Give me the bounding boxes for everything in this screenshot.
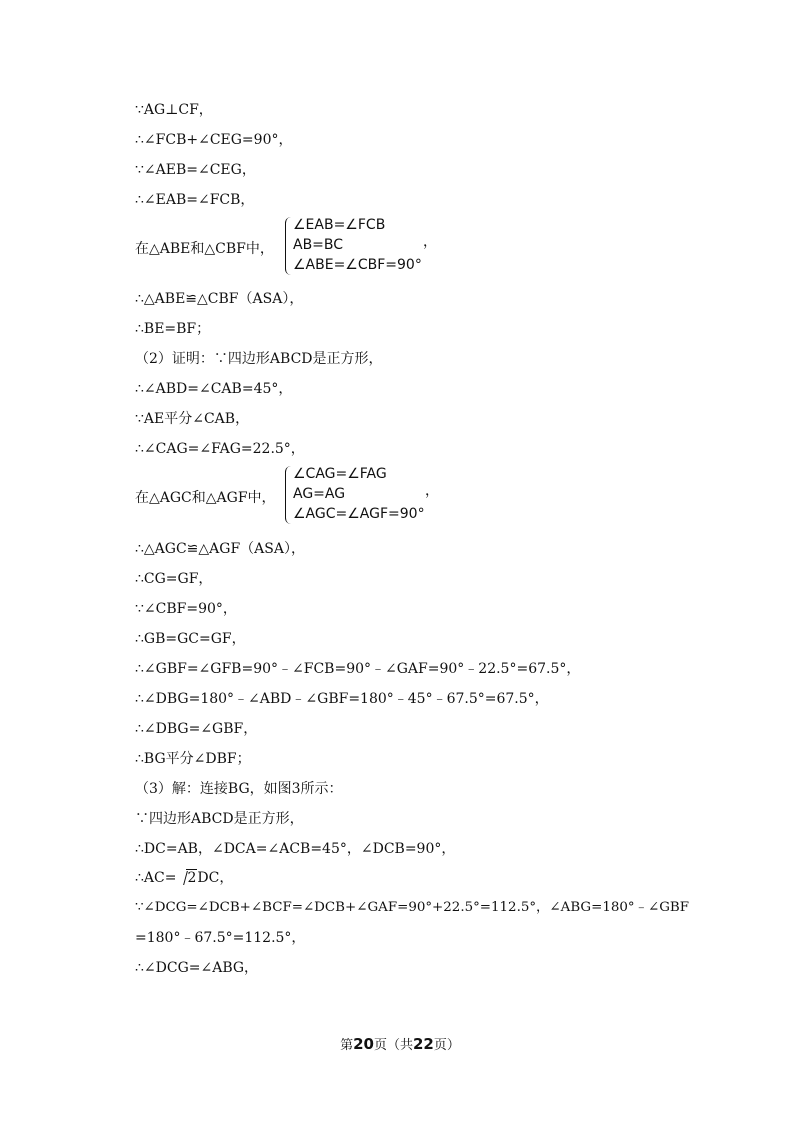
left-brace-icon <box>285 466 292 524</box>
footer-page-number: 20 <box>353 1035 374 1053</box>
proof-line: （2）证明：∵四边形ABCD是正方形， <box>135 351 383 367</box>
proof-line: ∴∠DCG=∠ABG， <box>135 960 259 976</box>
proof-line: ∴△ABE≌△CBF（ASA）， <box>135 291 304 307</box>
system-row: AG=AG <box>293 486 346 502</box>
proof-line: ∴∠DBG=180°﹣∠ABD﹣∠GBF=180°﹣45°﹣67.5°=67.5°， <box>135 691 549 707</box>
proof-line: ∴CG=GF， <box>135 571 213 587</box>
footer-total-pages: 22 <box>413 1035 434 1053</box>
system-row: ∠EAB=∠FCB <box>293 217 386 233</box>
system-row: ∠AGC=∠AGF=90° <box>293 506 425 522</box>
system-comma: ， <box>425 483 439 499</box>
proof-line: ∵AG⊥CF， <box>135 102 213 118</box>
sqrt-prefix: ∴AC= <box>135 870 177 886</box>
proof-line: ∵AE平分∠CAB， <box>135 411 250 427</box>
proof-line: ∵四边形ABCD是正方形， <box>135 811 304 827</box>
proof-line: ∴∠EAB=∠FCB， <box>135 192 255 208</box>
footer-mid: 页（共 <box>373 1038 413 1053</box>
sqrt-radicand: 2 <box>187 870 197 886</box>
left-brace-icon <box>285 217 292 275</box>
proof-line: （3）解：连接BG，如图3所示： <box>135 781 343 797</box>
proof-line: ∴∠ABD=∠CAB=45°， <box>135 381 293 397</box>
system-row: ∠CAG=∠FAG <box>293 466 387 482</box>
proof-line: ∴∠FCB+∠CEG=90°， <box>135 132 293 148</box>
equation-system-2 <box>135 466 455 526</box>
system-row: ∠ABE=∠CBF=90° <box>293 257 422 273</box>
proof-line: ∵∠CBF=90°， <box>135 601 237 617</box>
proof-line: ∴∠CAG=∠FAG=22.5°， <box>135 441 305 457</box>
footer-suffix: 页） <box>433 1038 460 1053</box>
proof-line: ∴DC=AB，∠DCA=∠ACB=45°，∠DCB=90°， <box>135 841 456 857</box>
proof-line: ∴△AGC≌△AGF（ASA）， <box>135 541 305 557</box>
system-row: AB=BC <box>293 237 344 253</box>
proof-line: ∴BG平分∠DBF； <box>135 751 251 767</box>
proof-line: ∴GB=GC=GF， <box>135 631 246 647</box>
proof-line: ∵∠AEB=∠CEG， <box>135 162 256 178</box>
system-lead: 在△ABE和△CBF中， <box>135 241 274 257</box>
system-comma: ， <box>423 234 437 250</box>
equation-system-1 <box>135 217 455 277</box>
sqrt-suffix: DC， <box>197 870 234 886</box>
page-footer <box>0 1034 800 1053</box>
proof-line: ∴∠DBG=∠GBF， <box>135 721 258 737</box>
system-lead: 在△AGC和△AGF中， <box>135 490 276 506</box>
footer-prefix: 第 <box>340 1038 354 1053</box>
proof-line: =180°﹣67.5°=112.5°， <box>135 930 306 946</box>
proof-line: ∵∠DCG=∠DCB+∠BCF=∠DCB+∠GAF=90°+22.5°=112.5°，∠ABG=180°﹣∠GBF <box>135 900 690 915</box>
proof-line: ∴BE=BF； <box>135 321 211 337</box>
sqrt-symbol <box>176 869 197 887</box>
proof-line: ∴∠GBF=∠GFB=90°﹣∠FCB=90°﹣∠GAF=90°﹣22.5°=67.5°， <box>135 661 581 677</box>
proof-line-sqrt <box>135 869 233 887</box>
